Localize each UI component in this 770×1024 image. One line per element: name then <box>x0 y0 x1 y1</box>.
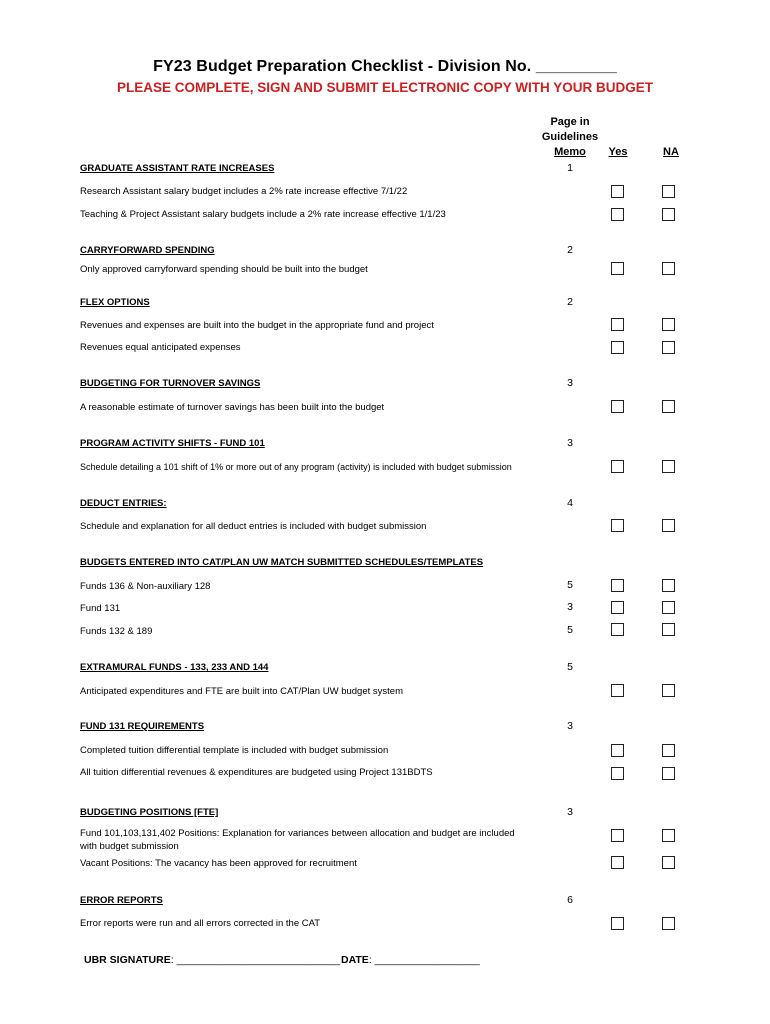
na-checkbox[interactable] <box>662 208 675 221</box>
page-subtitle: PLEASE COMPLETE, SIGN AND SUBMIT ELECTRONIC COPY WITH YOUR BUDGET <box>116 80 654 95</box>
checklist-item: Schedule and explanation for all deduct entries is included with budget submission <box>80 521 427 532</box>
yes-checkbox[interactable] <box>611 623 624 636</box>
na-checkbox[interactable] <box>662 579 675 592</box>
checklist-item: All tuition differential revenues & expenditures are budgeted using Project 131BDTS <box>80 767 433 778</box>
section-heading: FLEX OPTIONS <box>80 297 150 308</box>
yes-checkbox[interactable] <box>611 208 624 221</box>
section-page-number: 3 <box>567 806 573 818</box>
na-checkbox[interactable] <box>662 684 675 697</box>
section-page-number: 2 <box>567 296 573 308</box>
page-title: FY23 Budget Preparation Checklist - Division No. _________ <box>153 58 617 75</box>
checklist-item: Only approved carryforward spending should be built into the budget <box>80 264 368 275</box>
na-checkbox[interactable] <box>662 262 675 275</box>
section-page-number: 4 <box>567 497 573 509</box>
na-checkbox[interactable] <box>662 767 675 780</box>
section-heading: GRADUATE ASSISTANT RATE INCREASES <box>80 163 275 174</box>
checklist-item: Fund 101,103,131,402 Positions: Explanation for variances between allocation and budget are included with budget submission <box>80 828 515 852</box>
na-checkbox[interactable] <box>662 856 675 869</box>
section-page-number: 2 <box>567 244 573 256</box>
yes-checkbox[interactable] <box>611 917 624 930</box>
na-checkbox[interactable] <box>662 744 675 757</box>
na-checkbox[interactable] <box>662 460 675 473</box>
checklist-item: Funds 136 & Non-auxiliary 128 <box>80 581 211 592</box>
item-page-number: 5 <box>567 579 573 591</box>
na-checkbox[interactable] <box>662 519 675 532</box>
na-checkbox[interactable] <box>662 185 675 198</box>
yes-checkbox[interactable] <box>611 185 624 198</box>
date-line[interactable]: : __________________ <box>368 954 480 966</box>
section-page-number: 6 <box>567 894 573 906</box>
section-heading: BUDGETING POSITIONS [FTE] <box>80 807 219 818</box>
yes-checkbox[interactable] <box>611 767 624 780</box>
na-checkbox[interactable] <box>662 341 675 354</box>
section-page-number: 3 <box>567 720 573 732</box>
section-page-number: 3 <box>567 377 573 389</box>
page-column-header <box>535 115 605 160</box>
page-header-line2: Guidelines <box>541 131 599 143</box>
checklist-item: Research Assistant salary budget includes a 2% rate increase effective 7/1/22 <box>80 186 408 197</box>
section-heading: BUDGETING FOR TURNOVER SAVINGS <box>80 378 261 389</box>
section-heading: EXTRAMURAL FUNDS - 133, 233 AND 144 <box>80 662 269 673</box>
na-column-header: NA <box>663 146 679 158</box>
section-heading: CARRYFORWARD SPENDING <box>80 245 215 256</box>
yes-checkbox[interactable] <box>611 318 624 331</box>
ubr-signature-label: UBR SIGNATURE <box>84 954 171 966</box>
yes-checkbox[interactable] <box>611 341 624 354</box>
checklist-item: Teaching & Project Assistant salary budgets include a 2% rate increase effective 1/1/23 <box>80 209 446 220</box>
yes-checkbox[interactable] <box>611 519 624 532</box>
checklist-item: Schedule detailing a 101 shift of 1% or more out of any program (activity) is included with budget submission <box>80 462 512 472</box>
ubr-signature-field[interactable] <box>84 954 340 966</box>
checklist-item: Vacant Positions: The vacancy has been approved for recruitment <box>80 858 357 869</box>
checklist-item: Revenues and expenses are built into the budget in the appropriate fund and project <box>80 320 434 331</box>
na-checkbox[interactable] <box>662 623 675 636</box>
yes-checkbox[interactable] <box>611 684 624 697</box>
yes-checkbox[interactable] <box>611 856 624 869</box>
yes-checkbox[interactable] <box>611 829 624 842</box>
ubr-signature-line[interactable]: : ____________________________ <box>170 954 341 966</box>
checklist-item: Revenues equal anticipated expenses <box>80 342 241 353</box>
section-heading: BUDGETS ENTERED INTO CAT/PLAN UW MATCH SUBMITTED SCHEDULES/TEMPLATES <box>80 557 484 568</box>
na-checkbox[interactable] <box>662 400 675 413</box>
checklist-item: Funds 132 & 189 <box>80 626 153 637</box>
item-page-number: 5 <box>567 624 573 636</box>
checklist-item: Completed tuition differential template is included with budget submission <box>80 745 389 756</box>
date-label: DATE <box>341 954 369 966</box>
yes-checkbox[interactable] <box>611 460 624 473</box>
checklist-item: A reasonable estimate of turnover savings has been built into the budget <box>80 402 385 413</box>
na-checkbox[interactable] <box>662 601 675 614</box>
section-heading: FUND 131 REQUIREMENTS <box>80 721 205 732</box>
checklist-item: Fund 131 <box>80 603 121 614</box>
checklist-item: Anticipated expenditures and FTE are built into CAT/Plan UW budget system <box>80 686 403 697</box>
na-checkbox[interactable] <box>662 829 675 842</box>
section-heading: DEDUCT ENTRIES: <box>80 498 167 509</box>
page-header-line1: Page in <box>550 116 590 128</box>
section-page-number: 5 <box>567 661 573 673</box>
na-checkbox[interactable] <box>662 917 675 930</box>
section-heading: ERROR REPORTS <box>80 895 163 906</box>
section-page-number: 3 <box>567 437 573 449</box>
yes-checkbox[interactable] <box>611 744 624 757</box>
page-header-line3: Memo <box>554 146 586 158</box>
checklist-item: Error reports were run and all errors corrected in the CAT <box>80 918 321 929</box>
section-heading: PROGRAM ACTIVITY SHIFTS - FUND 101 <box>80 438 265 449</box>
item-page-number: 3 <box>567 601 573 613</box>
section-page-number: 1 <box>567 162 573 174</box>
yes-checkbox[interactable] <box>611 579 624 592</box>
na-checkbox[interactable] <box>662 318 675 331</box>
date-field[interactable] <box>341 954 480 966</box>
yes-checkbox[interactable] <box>611 601 624 614</box>
yes-checkbox[interactable] <box>611 400 624 413</box>
yes-checkbox[interactable] <box>611 262 624 275</box>
yes-column-header: Yes <box>608 146 628 158</box>
